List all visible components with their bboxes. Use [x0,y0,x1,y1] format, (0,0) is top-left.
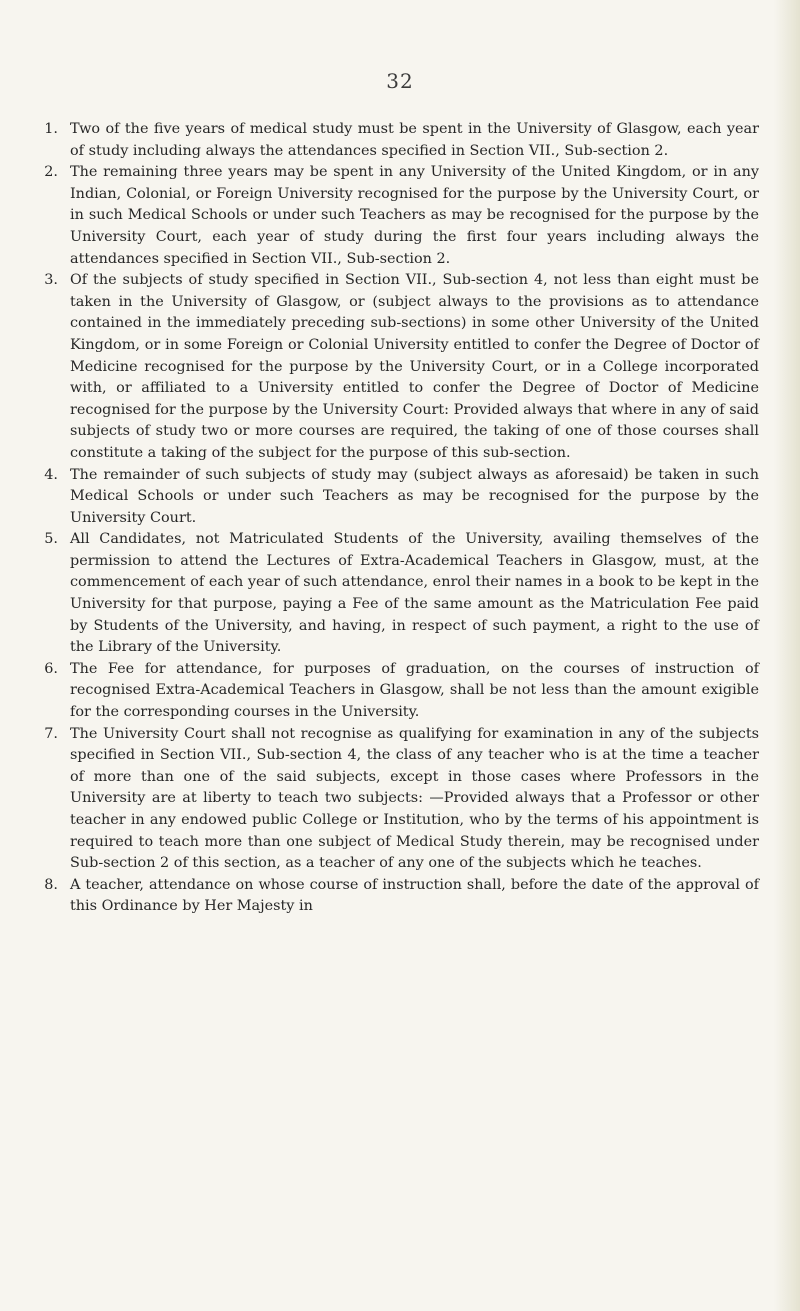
clause-number: 5. [44,531,58,548]
clause-text: Two of the five years of medical study must be spent in the University of Glasgow, each year of study including always the attendances specified in Section VII., Sub-section 2. [70,121,759,159]
clause-number: 3. [44,272,58,289]
clause-text: The remainder of such subjects of study may (subject always as aforesaid) be taken in such Medical Schools or under such Teachers as may be recognised for the purpose by the University Court. [70,466,759,526]
clause-5 [24,529,759,659]
clause-text: The remaining three years may be spent in any University of the United Kingdom, or in any Indian, Colonial, or Foreign University recognised for the purpose by the University Court, or in such Medical Schools or under such Teachers as may be recognised for the purpose by the University Court, each year of study during the first four years including always the attendances specified in Section VII., Sub-section 2. [70,164,759,267]
clause-7 [24,724,759,875]
clause-list [24,119,759,918]
clause-1 [24,119,759,162]
clause-4 [24,465,759,530]
clause-text: The University Court shall not recognise as qualifying for examination in any of the subjects specified in Section VII., Sub-section 4, the class of any teacher who is at the time a teacher of more than one of the said subjects, except in those cases where Professors in the University are at liberty to teach two subjects: —Provided always that a Professor or other teacher in any endowed public College or Institution, who by the terms of his appointment is required to teach more than one subject of Medical Study therein, may be recognised under Sub-section 2 of this section, as a teacher of any one of the subjects which he teaches. [70,725,759,872]
clause-text: A teacher, attendance on whose course of instruction shall, before the date of the approval of this Ordinance by Her Majesty in [70,876,759,915]
clause-text: The Fee for attendance, for purposes of graduation, on the courses of instruction of recognised Extra-Academical Teachers in Glasgow, shall be not less than the amount exigible for the corresponding courses in the University. [70,660,759,721]
clause-number: 6. [44,660,58,677]
page-edge-shadow [774,0,800,1311]
clause-8 [24,875,759,918]
clause-2 [24,162,759,270]
clause-number: 1. [44,121,58,137]
clause-number: 4. [44,466,58,483]
clause-text: All Candidates, not Matriculated Students of the University, availing themselves of the permission to attend the Lectures of Extra-Academical Teachers in Glasgow, must, at the commencement of each year of such attendance, enrol their names in a book to be kept in the University for that purpose, paying a Fee of the same amount as the Matriculation Fee paid by Students of the University, and having, in respect of such payment, a right to the use of the Library of the University. [70,531,759,656]
clause-number: 2. [44,164,58,181]
clause-number: 8. [44,876,58,893]
clause-6 [24,659,759,724]
clause-number: 7. [44,725,58,742]
clause-text: Of the subjects of study specified in Section VII., Sub-section 4, not less than eight must be taken in the University of Glasgow, or (subject always to the provisions as to attendance contained in the immediately preceding sub-sections) in some other University of the United Kingdom, or in some Foreign or Colonial University entitled to confer the Degree of Doctor of Medicine recognised for the purpose by the University Court, or in a College incorporated with, or affiliated to a University entitled to confer the Degree of Doctor of Medicine recognised for the purpose by the University Court: Provided always that where in any of said subjects of study two or more courses are required, the taking of one of those courses shall constitute a taking of the subject for the purpose of this sub-section. [70,272,759,461]
page-number: 32 [386,69,414,93]
clause-3 [24,270,759,464]
